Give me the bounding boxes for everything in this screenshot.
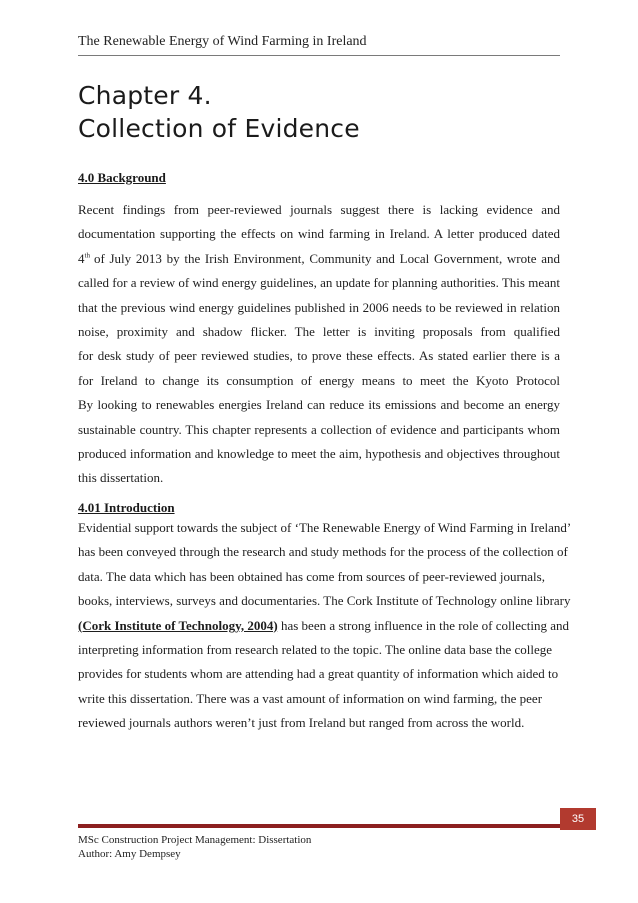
header-divider <box>78 55 560 56</box>
paragraph-line: noise, proximity and shadow flicker. The letter is inviting proposals from qualified <box>78 323 560 339</box>
footer-divider <box>78 824 560 828</box>
chapter-number: Chapter 4. <box>78 81 212 110</box>
introduction-paragraph <box>78 516 572 736</box>
paragraph-line: called for a review of wind energy guidelines, an update for planning authorities. This meant <box>78 275 560 291</box>
page-number: 35 <box>560 808 596 830</box>
paragraph-line: write this dissertation. There was a vast amount of information on wind farming, the peer <box>78 690 543 706</box>
date-ordinal: 4th <box>78 250 90 266</box>
paragraph-line: sustainable country. This chapter represents a collection of evidence and participants whom <box>78 421 560 437</box>
paragraph-line: Recent findings from peer-reviewed journals suggest there is lacking evidence and <box>78 202 560 217</box>
paragraph-line: this dissertation. <box>78 470 164 486</box>
footer-course: MSc Construction Project Management: Dissertation <box>78 834 312 846</box>
paragraph-line: that the previous wind energy guidelines published in 2006 needs to be reviewed in relation <box>78 299 560 315</box>
paragraph-line: reviewed journals authors weren’t just from Ireland but ranged from across the world. <box>78 715 525 731</box>
background-paragraph <box>78 198 560 491</box>
footer-author: Author: Amy Dempsey <box>78 848 181 860</box>
paragraph-line: has been conveyed through the research and study methods for the process of the collection of <box>78 544 568 560</box>
paragraph-line: provides for students whom are attending had a great quantity of information which aided to <box>78 666 559 682</box>
paragraph-line: interpreting information from research related to the topic. The online data base the college <box>78 641 553 657</box>
paragraph-line: books, interviews, surveys and documentaries. The Cork Institute of Technology online library <box>78 593 571 609</box>
date-line-text: of July 2013 by the Irish Environment, Community and Local Government, wrote and <box>93 250 560 266</box>
citation-link[interactable]: (Cork Institute of Technology, 2004) <box>78 617 278 633</box>
citation-line-text: has been a strong influence in the role of collecting and <box>280 617 570 633</box>
paragraph-line: By looking to renewables energies Ireland can reduce its emissions and become an energy <box>78 397 560 413</box>
paragraph-line: for Ireland to change its consumption of energy means to meet the Kyoto Protocol <box>78 372 560 388</box>
page-footer <box>78 833 311 861</box>
section-heading-background: 4.0 Background <box>78 170 166 185</box>
chapter-title <box>78 79 558 145</box>
section-heading-introduction: 4.01 Introduction <box>78 500 175 515</box>
paragraph-line: documentation supporting the effects on wind farming in Ireland. A letter produced dated <box>78 226 560 242</box>
paragraph-line: produced information and knowledge to meet the aim, hypothesis and objectives throughout <box>78 445 560 461</box>
paragraph-line: for desk study of peer reviewed studies, to prove these effects. As stated earlier there is a <box>78 348 560 364</box>
paragraph-line: data. The data which has been obtained has come from sources of peer-reviewed journals, <box>78 568 545 584</box>
paragraph-line <box>78 614 570 638</box>
paragraph-line: Evidential support towards the subject of ‘The Renewable Energy of Wind Farming in Ireland’ <box>78 520 572 535</box>
chapter-name: Collection of Evidence <box>78 114 360 143</box>
running-header: The Renewable Energy of Wind Farming in Ireland <box>78 34 367 49</box>
paragraph-line <box>78 247 560 271</box>
